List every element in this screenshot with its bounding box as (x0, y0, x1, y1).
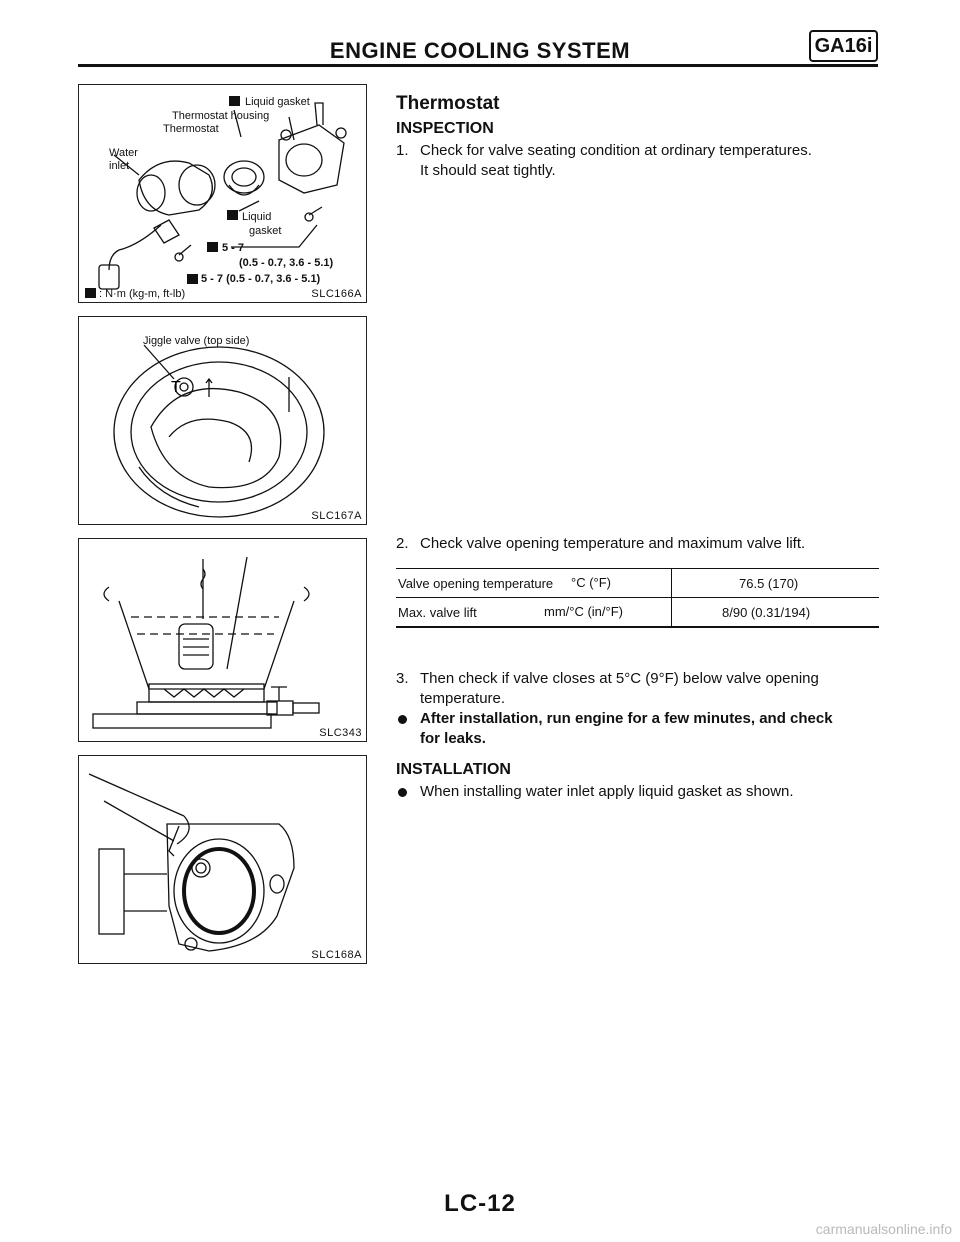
table-divider (671, 569, 672, 597)
section-title: Thermostat (396, 93, 500, 114)
label-torque-1-alt: (0.5 - 0.7, 3.6 - 5.1) (239, 257, 334, 269)
spec-value: 76.5 (170) (739, 576, 799, 591)
figure-code: SLC166A (311, 288, 362, 300)
step-3-line-2: temperature. (420, 690, 506, 707)
label-units: : N·m (kg-m, ft-lb) (99, 288, 186, 300)
header-rule (78, 64, 878, 67)
step-1-line-2: It should seat tightly. (420, 162, 556, 179)
spec-table (396, 568, 879, 628)
label-torque-2: 5 - 7 (0.5 - 0.7, 3.6 - 5.1) (201, 273, 321, 285)
step-1-number: 1. (396, 142, 409, 159)
step-2-number: 2. (396, 535, 409, 552)
spec-row-opening-temp (396, 568, 879, 598)
step-2-text: Check valve opening temperature and maximum valve lift. (420, 535, 806, 552)
label-torque-1: 5 - 7 (222, 242, 245, 254)
label-jiggle-valve: Jiggle valve (top side) (143, 335, 250, 347)
figure-liquid-gasket-application (78, 755, 367, 964)
spec-label: Valve opening temperature (398, 576, 554, 591)
jiggle-valve-drawing (79, 317, 366, 524)
bullet-icon (398, 788, 407, 797)
spec-value: 8/90 (0.31/194) (722, 605, 811, 620)
gasket-application-drawing (79, 756, 366, 963)
spec-unit: °C (°F) (571, 575, 611, 590)
note-line-2: for leaks. (420, 730, 486, 747)
step-1-line-1: Check for valve seating condition at ordinary temperatures. (420, 142, 812, 159)
label-liquid: Liquid (242, 211, 272, 223)
spec-unit: mm/°C (in/°F) (544, 604, 623, 619)
watermark: carmanualsonline.info (815, 1221, 952, 1237)
installation-heading: INSTALLATION (396, 761, 511, 778)
label-liquid-gasket: Liquid gasket (245, 96, 310, 108)
label-gasket: gasket (249, 225, 282, 237)
water-bath-drawing (79, 539, 366, 741)
page-number: LC-12 (444, 1190, 516, 1217)
step-3-line-1: Then check if valve closes at 5°C (9°F) below valve opening (420, 670, 819, 687)
page-title: ENGINE COOLING SYSTEM (329, 38, 631, 63)
installation-text: When installing water inlet apply liquid gasket as shown. (420, 783, 794, 800)
figure-water-bath-test (78, 538, 367, 742)
label-water: Water (109, 147, 138, 159)
note-line-1: After installation, run engine for a few minutes, and check (420, 710, 833, 727)
label-thermostat-housing: Thermostat housing (172, 110, 270, 122)
step-3-number: 3. (396, 670, 409, 687)
figure-jiggle-valve (78, 316, 367, 525)
bullet-icon (398, 715, 407, 724)
inspection-heading: INSPECTION (396, 120, 494, 137)
engine-code-badge: GA16i (809, 30, 878, 62)
label-thermostat: Thermostat (163, 123, 219, 135)
label-inlet: inlet (109, 160, 130, 172)
figure-code: SLC343 (319, 727, 362, 739)
figure-code: SLC168A (311, 949, 362, 961)
spec-row-valve-lift (396, 598, 879, 628)
figure-thermostat-housing (78, 84, 367, 303)
spec-label: Max. valve lift (398, 605, 477, 620)
table-divider (671, 598, 672, 626)
svg-text:T: T (171, 379, 181, 396)
figure-code: SLC167A (311, 510, 362, 522)
